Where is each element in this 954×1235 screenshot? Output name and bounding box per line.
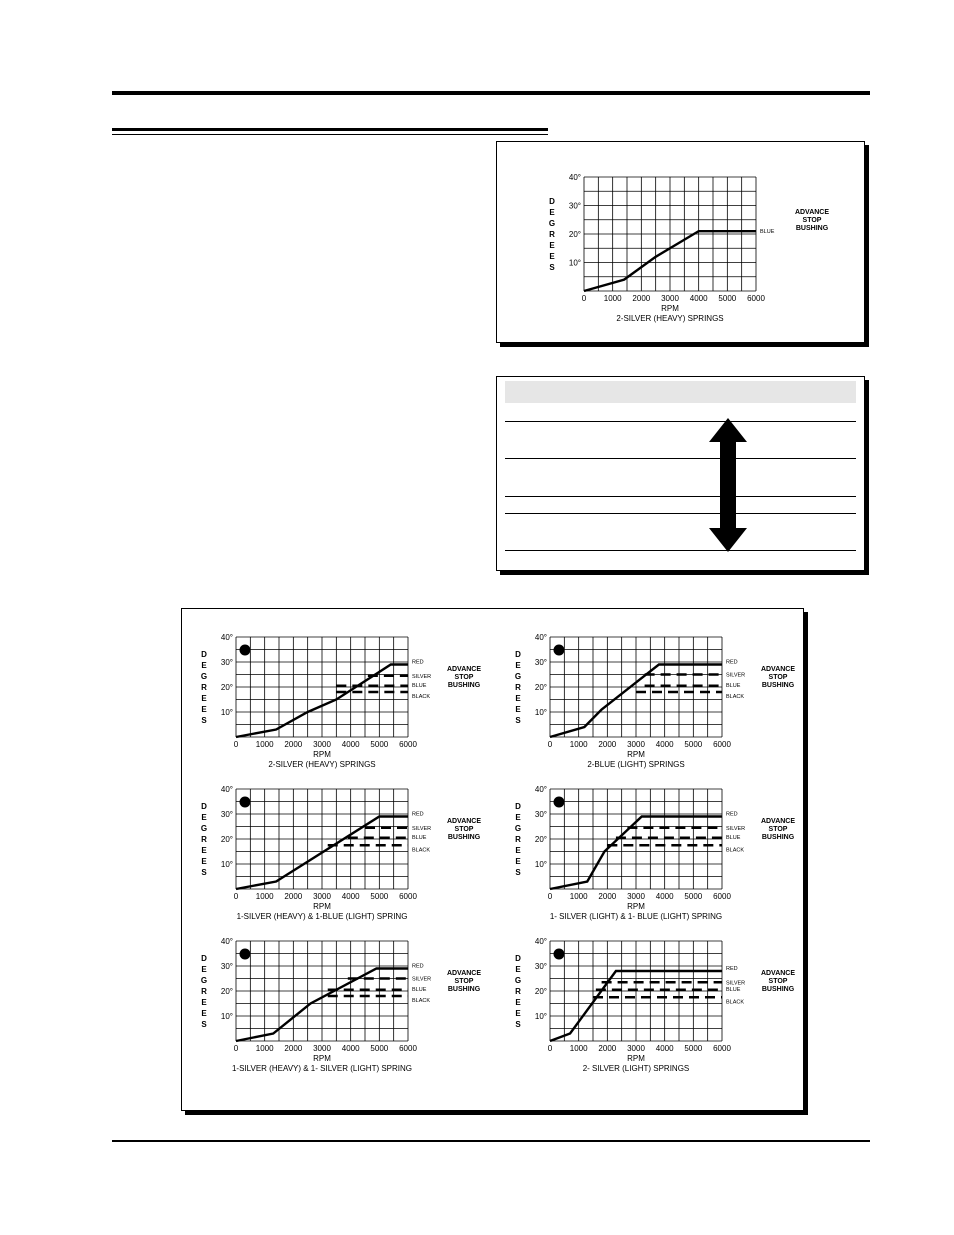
panel-letter: D [556,646,562,655]
y-axis-letter: S [201,1020,207,1029]
y-tick-label: 40° [568,173,581,182]
chart-caption: 1-SILVER (HEAVY) & 1-BLUE (LIGHT) SPRING [236,912,408,921]
series-label: BLACK [412,847,431,854]
x-tick-label: 4000 [655,740,674,749]
x-tick-label: 1000 [255,1044,274,1053]
x-tick-label: 0 [233,740,239,749]
y-tick-label: 20° [534,835,547,844]
y-tick-label: 20° [568,230,581,239]
x-tick-label: 2000 [284,1044,303,1053]
x-axis-label: RPM [627,1054,645,1063]
y-tick-label: 30° [534,658,547,667]
table-rule [505,550,856,551]
x-axis-label: RPM [313,750,331,759]
bushing-label: ADVANCE [760,970,796,977]
x-tick-label: 5000 [370,1044,389,1053]
series-label: RED [726,811,738,818]
bushing-label: STOP [768,826,788,833]
x-tick-label: 6000 [399,892,417,901]
x-tick-label: 0 [233,892,239,901]
x-axis-label: RPM [313,902,331,911]
series-label: BLUE [726,986,741,993]
series-label: BLUE [760,229,775,236]
chart-grid [236,941,408,1041]
x-tick-label: 4000 [341,1044,360,1053]
chart-caption: 2-SILVER (HEAVY) SPRINGS [616,314,724,323]
y-axis-letter: S [515,868,521,877]
y-tick-label: 40° [220,785,233,794]
x-tick-label: 3000 [313,740,331,749]
x-tick-label: 0 [547,892,553,901]
x-axis-label: RPM [313,1054,331,1063]
y-axis-letter: D [201,954,207,963]
bushing-label: ADVANCE [446,666,482,673]
y-axis-letter: G [200,976,208,985]
x-tick-label: 3000 [661,294,679,303]
y-axis-letter: E [201,813,207,822]
y-axis-letter: E [549,241,555,250]
y-axis-letter: D [201,650,207,659]
x-tick-label: 1000 [569,892,588,901]
y-axis-letter: D [515,650,521,659]
section-rule-thin [112,134,548,135]
x-tick-label: 5000 [684,740,703,749]
x-tick-label: 6000 [747,294,765,303]
bushing-label: ADVANCE [446,818,482,825]
series-label: SILVER [726,825,746,832]
panel-letter: F [556,950,562,959]
chart-grid [236,789,408,889]
x-tick-label: 6000 [713,1044,731,1053]
x-tick-label: 2000 [284,740,303,749]
series-label: BLACK [412,694,431,700]
table-rule [505,421,856,422]
x-tick-label: 6000 [399,740,417,749]
x-tick-label: 5000 [718,294,737,303]
y-tick-label: 30° [534,810,547,819]
x-tick-label: 2000 [598,892,617,901]
y-axis-letter: E [515,857,521,866]
bushing-label: BUSHING [447,986,481,993]
y-axis-letter: S [201,716,207,725]
series-label: SILVER [412,825,432,832]
x-axis-label: RPM [661,304,679,313]
x-tick-label: 6000 [399,1044,417,1053]
y-axis-letter: E [515,661,521,670]
x-tick-label: 0 [547,1044,553,1053]
y-tick-label: 40° [220,633,233,642]
chart-grid [550,789,722,889]
series-label: RED [412,811,424,818]
y-axis-letter: D [201,802,207,811]
y-axis-letter: R [515,835,521,844]
top-chart [497,142,863,341]
x-tick-label: 2000 [632,294,651,303]
y-axis-letter: E [201,661,207,670]
x-tick-label: 1000 [255,740,274,749]
x-tick-label: 0 [547,740,553,749]
series-label: BLACK [412,998,431,1004]
chart-grid [236,637,408,737]
y-tick-label: 10° [568,258,581,268]
chart-grid [584,177,756,291]
series-label: BLUE [412,986,427,993]
bushing-label: STOP [454,674,474,681]
y-tick-label: 10° [534,1012,547,1021]
y-axis-letter: S [201,868,207,877]
y-tick-label: 40° [534,633,547,642]
y-axis-letter: E [549,252,555,261]
y-axis-letter: E [201,1009,207,1018]
y-axis-letter: R [515,683,521,692]
bushing-label: STOP [454,826,474,833]
x-tick-label: 0 [581,294,587,303]
y-axis-letter: S [515,1020,521,1029]
series-label: RED [726,966,738,972]
x-tick-label: 5000 [370,892,389,901]
y-axis-letter: D [549,197,555,206]
chart-C [182,935,492,1090]
y-tick-label: 30° [568,201,581,211]
y-tick-label: 30° [220,810,233,819]
y-axis-letter: D [515,954,521,963]
series-label: BLUE [726,834,741,841]
bushing-label: STOP [802,217,822,224]
chart-E [496,783,806,938]
y-tick-label: 20° [220,683,233,692]
y-axis-letter: E [201,998,207,1007]
series-label: SILVER [412,673,432,680]
y-axis-letter: E [201,705,207,714]
bushing-label: ADVANCE [794,209,830,216]
y-axis-letter: E [549,208,555,217]
y-axis-letter: E [515,965,521,974]
series-label: BLACK [726,847,745,854]
chart-D [496,631,806,786]
y-tick-label: 10° [220,1012,233,1021]
series-label: RED [412,659,424,666]
bushing-label: BUSHING [761,834,795,841]
x-tick-label: 5000 [370,740,389,749]
x-tick-label: 3000 [627,892,645,901]
bushing-label: ADVANCE [446,970,482,977]
y-tick-label: 30° [534,962,547,971]
y-axis-letter: E [515,813,521,822]
table-rule [505,496,856,497]
x-tick-label: 2000 [598,740,617,749]
x-tick-label: 6000 [713,740,731,749]
y-axis-letter: E [515,846,521,855]
series-label: BLUE [412,682,427,689]
y-axis-letter: R [201,683,207,692]
x-axis-label: RPM [627,750,645,759]
y-axis-letter: R [201,835,207,844]
bushing-label: BUSHING [761,682,795,689]
y-tick-label: 20° [534,683,547,692]
y-axis-letter: E [515,998,521,1007]
series-label: BLUE [726,682,741,689]
chart-A [182,631,492,786]
x-tick-label: 1000 [255,892,274,901]
x-tick-label: 2000 [284,892,303,901]
bushing-label: BUSHING [795,225,829,232]
bushing-label: BUSHING [447,682,481,689]
chart-caption: 2- SILVER (LIGHT) SPRINGS [582,1064,690,1073]
bushing-label: ADVANCE [760,666,796,673]
y-axis-letter: R [515,987,521,996]
spring-charts-box [181,608,804,1111]
panel-letter: A [242,646,248,655]
x-tick-label: 3000 [313,892,331,901]
series-label: RED [726,659,738,666]
chart-caption: 2-BLUE (LIGHT) SPRINGS [587,760,685,769]
series-label: BLACK [726,694,745,700]
x-tick-label: 1000 [569,740,588,749]
x-axis-label: RPM [627,902,645,911]
y-tick-label: 30° [220,962,233,971]
bushing-label: STOP [454,978,474,985]
table-rule [505,513,856,514]
y-axis-letter: S [549,263,555,272]
x-tick-label: 3000 [313,1044,331,1053]
y-tick-label: 30° [220,658,233,667]
bushing-label: ADVANCE [760,818,796,825]
y-axis-letter: E [201,694,207,703]
y-axis-letter: E [515,1009,521,1018]
x-tick-label: 1000 [603,294,622,303]
x-tick-label: 4000 [655,892,674,901]
y-tick-label: 10° [534,860,547,869]
y-axis-letter: G [514,824,522,833]
chart-caption: 1-SILVER (HEAVY) & 1- SILVER (LIGHT) SPRING [231,1064,413,1073]
x-tick-label: 3000 [627,740,645,749]
series-label: SILVER [412,976,432,983]
x-tick-label: 4000 [689,294,708,303]
table-header [505,381,856,403]
footer-rule [112,1140,870,1142]
y-axis-letter: E [201,857,207,866]
y-axis-letter: G [200,824,208,833]
panel-letter: B [242,798,248,807]
y-axis-letter: D [515,802,521,811]
y-axis-letter: E [201,846,207,855]
y-tick-label: 40° [534,785,547,794]
series-label: RED [412,963,424,970]
x-tick-label: 6000 [713,892,731,901]
y-axis-letter: R [549,230,555,239]
bushing-label: STOP [768,674,788,681]
series-label: BLACK [726,999,745,1006]
x-tick-label: 3000 [627,1044,645,1053]
table-rule [505,458,856,459]
y-axis-letter: R [201,987,207,996]
x-tick-label: 1000 [569,1044,588,1053]
section-rule [112,128,548,131]
chart-B [182,783,492,938]
chart-caption: 1- SILVER (LIGHT) & 1- BLUE (LIGHT) SPRING [549,912,723,921]
y-axis-letter: G [548,219,556,228]
y-axis-letter: G [514,672,522,681]
y-axis-letter: E [515,694,521,703]
series-label: SILVER [726,672,746,679]
series-label: SILVER [726,980,746,987]
y-tick-label: 20° [534,987,547,996]
spring-table-box [496,376,865,571]
x-tick-label: 5000 [684,892,703,901]
x-tick-label: 4000 [655,1044,674,1053]
y-axis-letter: E [201,965,207,974]
x-tick-label: 2000 [598,1044,617,1053]
y-axis-letter: G [200,672,208,681]
y-tick-label: 10° [220,860,233,869]
x-tick-label: 5000 [684,1044,703,1053]
y-axis-letter: E [515,705,521,714]
bushing-label: BUSHING [447,834,481,841]
x-tick-label: 4000 [341,740,360,749]
y-tick-label: 40° [534,937,547,946]
panel-letter: C [242,950,248,959]
y-axis-letter: S [515,716,521,725]
y-tick-label: 10° [220,708,233,717]
series-label: BLUE [412,834,427,841]
y-axis-letter: G [514,976,522,985]
x-tick-label: 0 [233,1044,239,1053]
y-tick-label: 40° [220,937,233,946]
x-tick-label: 4000 [341,892,360,901]
y-tick-label: 20° [220,987,233,996]
chart-F [496,935,806,1090]
y-tick-label: 20° [220,835,233,844]
header-rule [112,91,870,95]
panel-letter: E [556,798,562,807]
top-chart-box [496,141,865,343]
bushing-label: BUSHING [761,986,795,993]
double-arrow-icon [708,418,748,552]
y-tick-label: 10° [534,708,547,717]
chart-caption: 2-SILVER (HEAVY) SPRINGS [268,760,376,769]
bushing-label: STOP [768,978,788,985]
chart-grid [550,637,722,737]
